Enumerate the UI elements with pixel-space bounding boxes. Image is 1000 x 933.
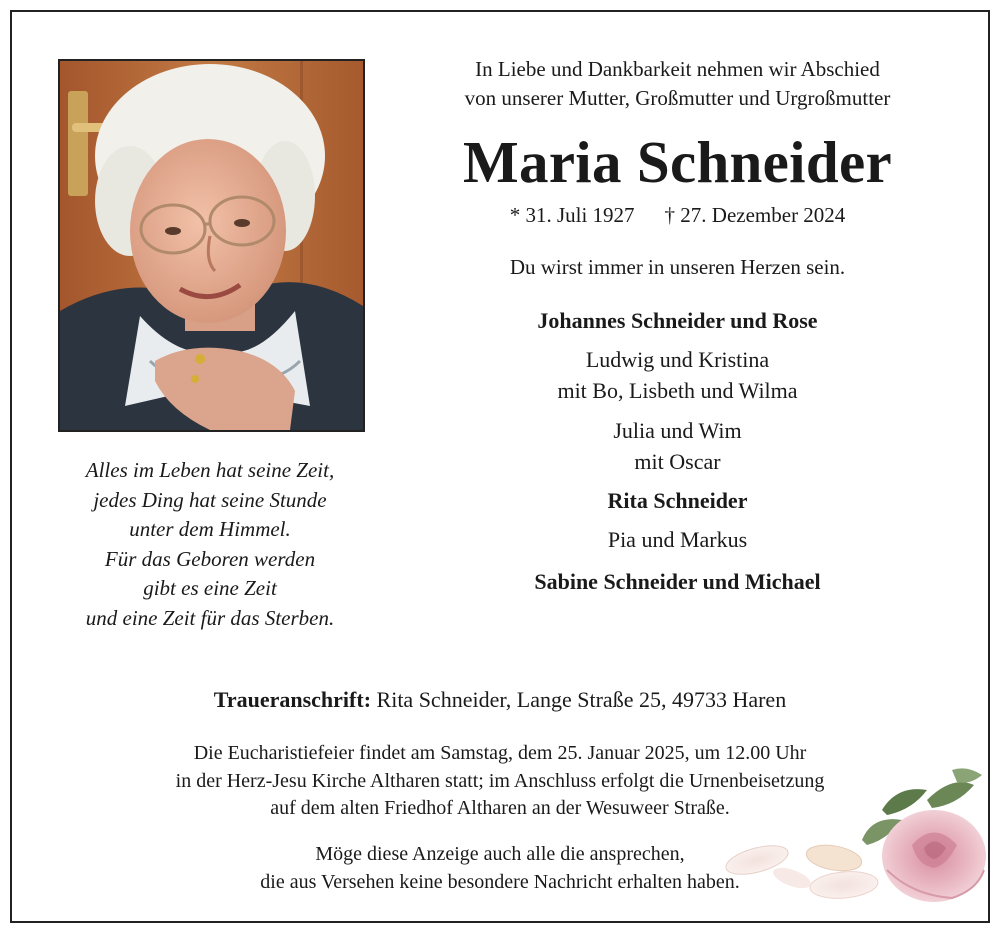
family-head-3: Sabine Schneider und Michael [534, 569, 821, 594]
address-value: Rita Schneider, Lange Straße 25, 49733 Haren [376, 687, 787, 712]
portrait-photo [58, 59, 365, 432]
family-list [400, 306, 955, 597]
family-line: Julia und Wim [613, 418, 742, 443]
intro-line-2: von unserer Mutter, Großmutter und Urgroßmutter [464, 86, 891, 110]
verse-line: und eine Zeit für das Sterben. [85, 605, 335, 630]
address-label: Traueranschrift: [213, 687, 372, 712]
verse-line: Für das Geboren werden [104, 546, 316, 571]
family-head-1: Johannes Schneider und Rose [537, 308, 818, 333]
mourning-address [40, 687, 960, 713]
family-line: mit Bo, Lisbeth und Wilma [557, 378, 798, 403]
death-date: † 27. Dezember 2024 [664, 203, 846, 227]
intro-text [400, 55, 955, 113]
memorial-verse [50, 456, 370, 634]
motto: Du wirst immer in unseren Herzen sein. [509, 255, 846, 279]
notice-line: die aus Versehen keine besondere Nachricht erhalten haben. [260, 870, 740, 893]
notice-line: Möge diese Anzeige auch alle die ansprechen, [315, 843, 685, 865]
family-line: Ludwig und Kristina [585, 347, 770, 372]
verse-line: jedes Ding hat seine Stunde [93, 487, 327, 512]
service-line: in der Herz-Jesu Kirche Altharen statt; im Anschluss erfolgt die Urnenbeisetzung [175, 769, 825, 792]
service-line: auf dem alten Friedhof Altharen an der Wesuweer Straße. [270, 797, 730, 819]
verse-line: unter dem Himmel. [129, 517, 291, 542]
birth-date: * 31. Juli 1927 [509, 203, 635, 227]
service-line: Die Eucharistiefeier findet am Samstag, dem 25. Januar 2025, um 12.00 Uhr [193, 742, 807, 764]
verse-line: Alles im Leben hat seine Zeit, [85, 458, 335, 482]
verse-line: gibt es eine Zeit [143, 576, 277, 601]
intro-line-1: In Liebe und Dankbarkeit nehmen wir Abschied [475, 57, 880, 81]
main-column [400, 55, 955, 597]
rose-decoration [712, 760, 988, 920]
family-line: mit Oscar [634, 449, 721, 474]
family-line: Pia und Markus [607, 527, 748, 552]
family-head-2: Rita Schneider [607, 488, 748, 513]
life-dates [400, 203, 955, 228]
deceased-name: Maria Schneider [463, 129, 892, 195]
